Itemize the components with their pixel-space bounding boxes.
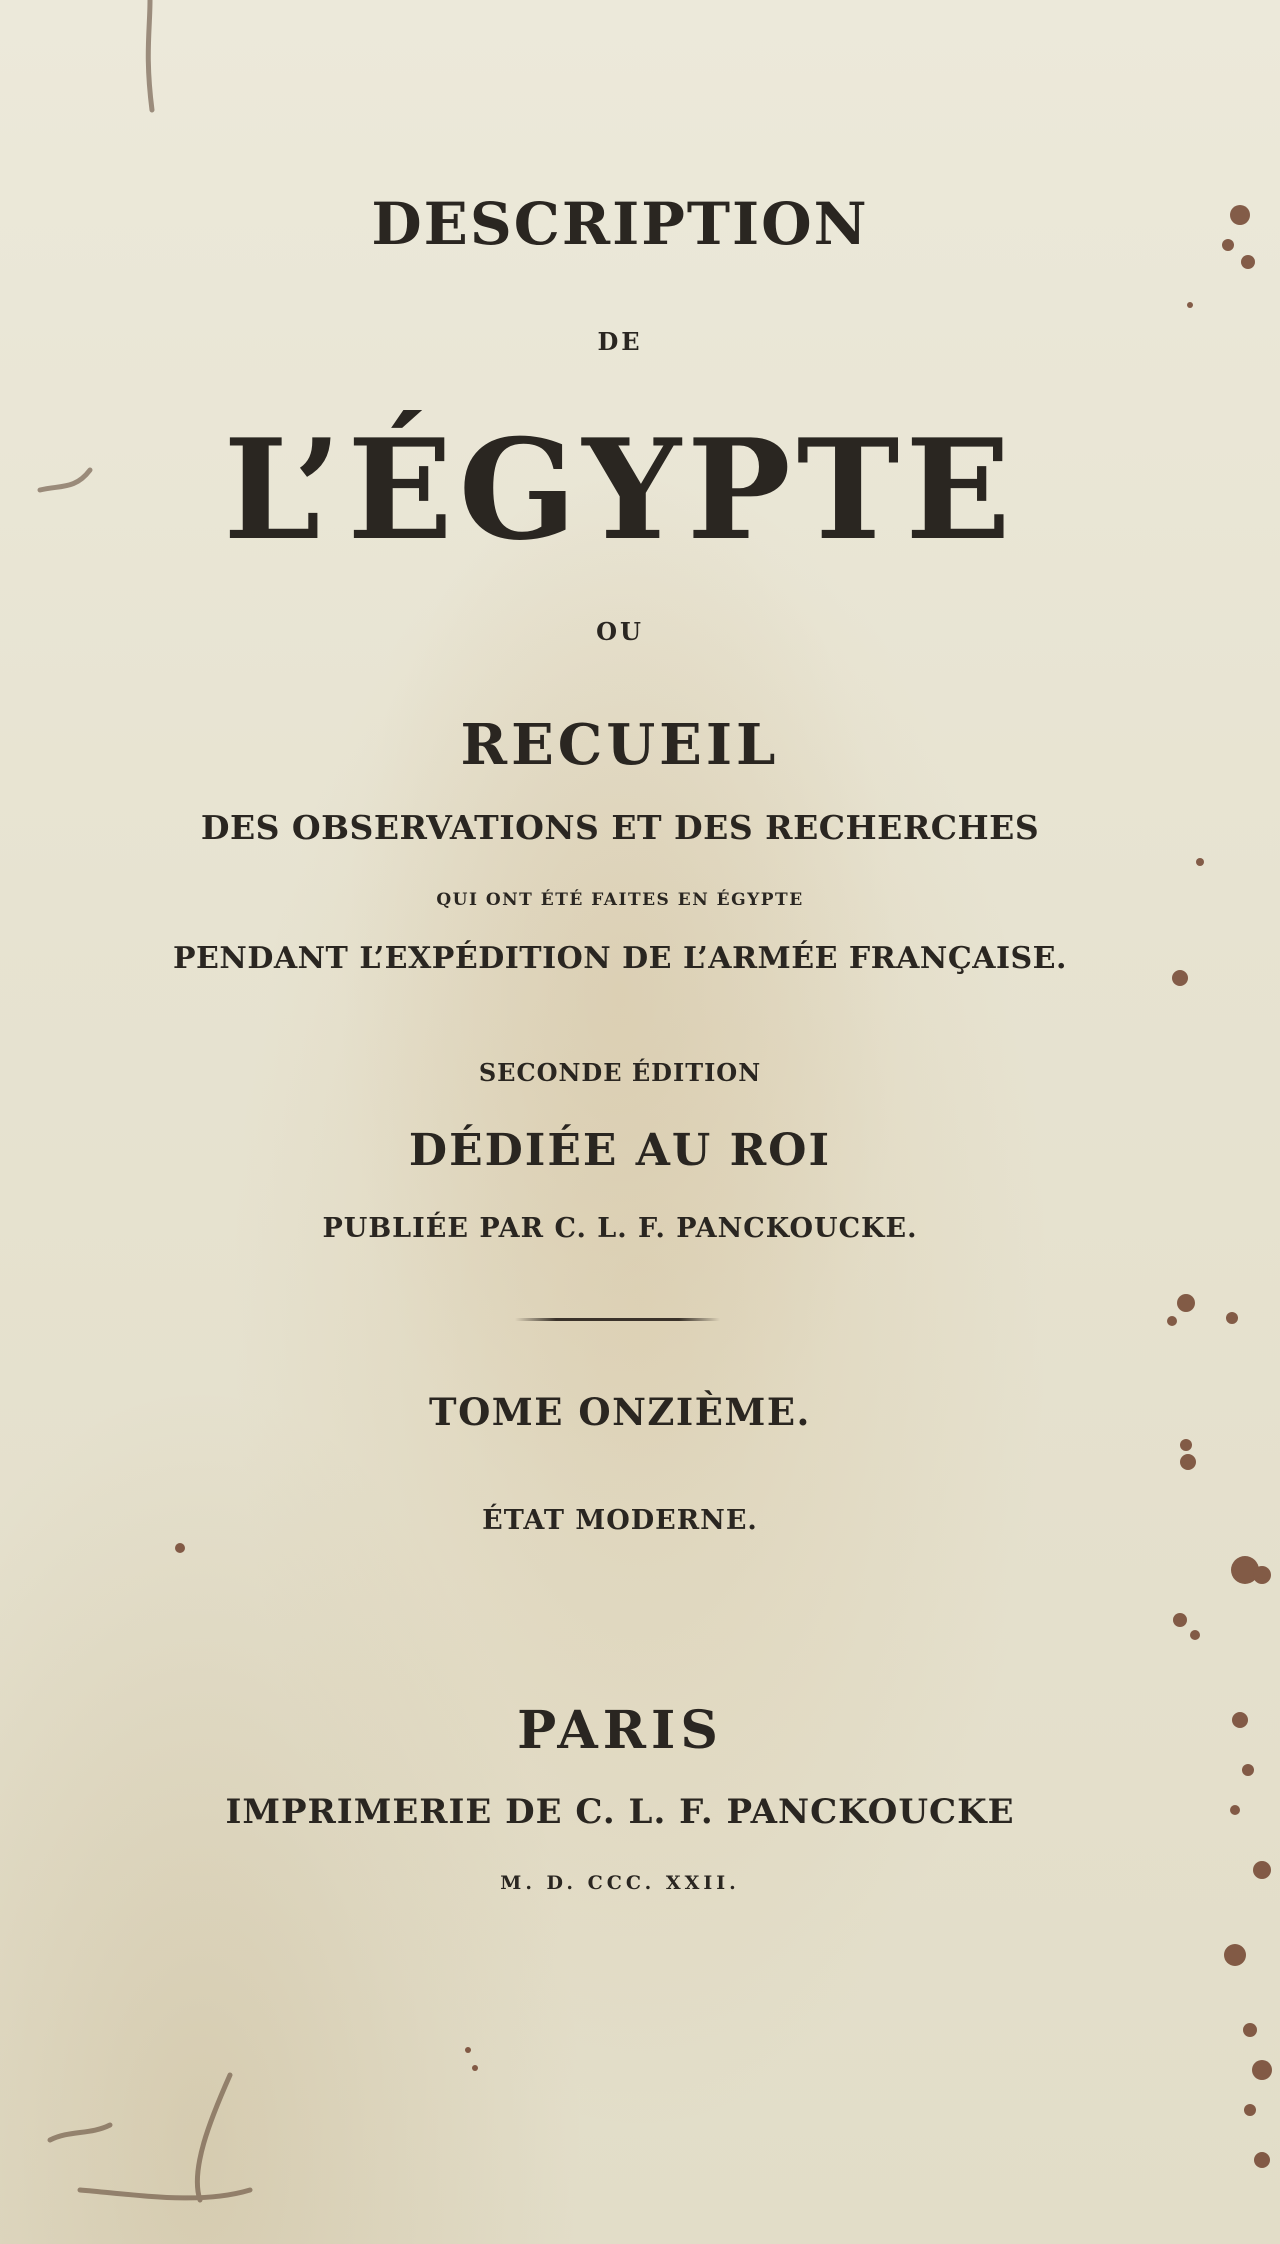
imprint-year: M. D. CCC. XXII. bbox=[500, 1872, 740, 1894]
divider-rule bbox=[515, 1318, 720, 1321]
volume-number: TOME ONZIÈME. bbox=[429, 1390, 811, 1434]
imprint-city: PARIS bbox=[517, 1700, 723, 1761]
dedication: DÉDIÉE AU ROI bbox=[408, 1125, 832, 1176]
title-connector-de: DE bbox=[597, 327, 643, 356]
volume-part: ÉTAT MODERNE. bbox=[482, 1505, 758, 1536]
publisher-statement: PUBLIÉE PAR C. L. F. PANCKOUCKE. bbox=[322, 1213, 918, 1244]
title-subject: L’ÉGYPTE bbox=[223, 408, 1017, 571]
title-connector-ou: OU bbox=[596, 617, 644, 646]
title-description: DESCRIPTION bbox=[371, 190, 869, 258]
subtitle-faites-en-egypte: QUI ONT ÉTÉ FAITES EN ÉGYPTE bbox=[436, 890, 804, 910]
title-recueil: RECUEIL bbox=[460, 712, 780, 778]
subtitle-observations: DES OBSERVATIONS ET DES RECHERCHES bbox=[200, 808, 1040, 847]
imprint-printer: IMPRIMERIE DE C. L. F. PANCKOUCKE bbox=[225, 1792, 1015, 1832]
edition-statement: SECONDE ÉDITION bbox=[478, 1058, 762, 1087]
subtitle-expedition: PENDANT L’EXPÉDITION DE L’ARMÉE FRANÇAISE. bbox=[172, 941, 1067, 976]
